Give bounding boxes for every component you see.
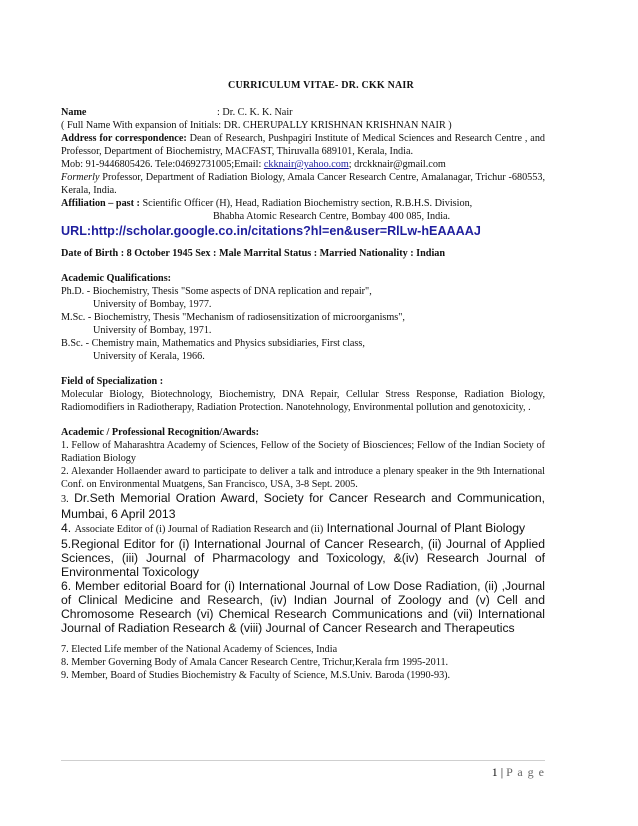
- page-word: P a g e: [506, 765, 545, 779]
- page-number: 1: [491, 765, 498, 779]
- page-footer: [61, 765, 545, 780]
- document-title: CURRICULUM VITAE- DR. CKK NAIR: [228, 80, 414, 91]
- award-number: 4.: [61, 521, 72, 535]
- qualification-university: University of Kerala, 1966.: [93, 351, 205, 362]
- award-item: 2. Alexander Hollaender award to participate to deliver a talk and introduce a plenary speaker in the 9th International Conf. on Environmental Muatgens, San Francisco, USA, 3-8 Sept. 2005.: [61, 466, 545, 490]
- address-block: [61, 132, 545, 158]
- affiliation-block: [61, 197, 545, 223]
- scholar-url-link[interactable]: URL:http://scholar.google.co.in/citations?hl=en&user=RlLw-hEAAAAJ: [61, 224, 481, 238]
- award-item: [61, 521, 545, 537]
- award-text-small: Associate Editor of (i) Journal of Radiation Research and (ii): [74, 524, 324, 535]
- award-item: 1. Fellow of Maharashtra Academy of Sciences, Fellow of the Society of Biosciences; Fellow of the Indian Society of Radiation Biology: [61, 440, 545, 464]
- contact-line: [61, 158, 545, 171]
- footer-divider: [61, 760, 545, 761]
- qualification-line: M.Sc. - Biochemistry, Thesis "Mechanism of radiosensitization of microorganisms",: [61, 312, 405, 323]
- name-value: : Dr. C. K. K. Nair: [217, 107, 293, 118]
- academic-list: [61, 285, 545, 363]
- name-label: Name: [61, 107, 87, 118]
- award-text-large: International Journal of Plant Biology: [326, 521, 526, 535]
- contact-prefix: Mob: 91-9446805426. Tele:04692731005;Email:: [61, 159, 264, 170]
- award-item: 5.Regional Editor for (i) International Journal of Cancer Research, (ii) Journal of Applied Sciences, (iii) Journal of Pharmacology and Toxicology, &(iv) Research Journal of Environmental Toxicology: [61, 537, 545, 579]
- award-item: 7. Elected Life member of the National Academy of Sciences, India: [61, 644, 338, 655]
- cv-content: [61, 79, 545, 682]
- formerly-label: Formerly: [61, 172, 100, 183]
- award-text: Dr.Seth Memorial Oration Award, Society for Cancer Research and Communication, Mumbai, 6 April 2013: [61, 491, 546, 521]
- specialization-text: Molecular Biology, Biotechnology, Biochemistry, DNA Repair, Cellular Stress Response, Radiation Biology, Radiomodifiers in Radiotherapy, Radiation Protection. Nanotehnology, Environmental pollution and genotoxicity, .: [61, 389, 545, 413]
- award-item: 8. Member Governing Body of Amala Cancer Research Centre, Trichur,Kerala frm 1995-2011.: [61, 657, 449, 668]
- affiliation-line1: Scientific Officer (H), Head, Radiation Biochemistry section, R.B.H.S. Division,: [142, 198, 473, 209]
- qualification-line: B.Sc. - Chemistry main, Mathematics and Physics subsidiaries, First class,: [61, 338, 365, 349]
- academic-heading: Academic Qualifications:: [61, 273, 172, 284]
- formerly-text: Professor, Department of Radiation Biology, Amala Cancer Research Centre, Amalanagar, Trichur -680553, Kerala, India.: [61, 172, 546, 196]
- email-link[interactable]: ckknair@yahoo.com: [263, 159, 349, 170]
- award-item: 9. Member, Board of Studies Biochemistry & Faculty of Science, M.S.Univ. Baroda (1990-93).: [61, 670, 451, 681]
- affiliation-label: Affiliation – past :: [61, 198, 140, 209]
- qualification-university: University of Bombay, 1977.: [93, 299, 212, 310]
- specialization-heading: Field of Specialization :: [61, 376, 164, 387]
- award-item: [61, 491, 545, 521]
- full-name: ( Full Name With expansion of Initials: DR. CHERUPALLY KRISHNAN KRISHNAN NAIR ): [61, 120, 452, 131]
- affiliation-line2: Bhabha Atomic Research Centre, Bombay 400 085, India.: [213, 211, 451, 222]
- address-label: Address for correspondence:: [61, 133, 187, 144]
- award-number: 3.: [61, 494, 69, 505]
- contact-suffix: ; drckknair@gmail.com: [348, 159, 446, 170]
- name-row: [61, 106, 545, 119]
- qualification-line: Ph.D. - Biochemistry, Thesis "Some aspects of DNA replication and repair",: [61, 286, 372, 297]
- award-item: 6. Member editorial Board for (i) International Journal of Low Dose Radiation, (ii) ,Journal of Clinical Medicine and Research, (iv) Indian Journal of Zoology and (v) Cell and Chromosome Research (vi) Chemical Research Communications and (vii) International Journal of Radiation Research & (viii) Journal of Cancer Research and Therapeutics: [61, 579, 545, 635]
- address-text: Dean of Research, Pushpagiri Institute of Medical Sciences and Research Centre , and Professor, Department of Biochemistry, MACFAST, Thiruvalla 689101, Kerala, India.: [61, 133, 546, 157]
- formerly-block: [61, 171, 545, 197]
- page-separator: |: [497, 765, 507, 779]
- awards-heading: Academic / Professional Recognition/Awards:: [61, 427, 259, 438]
- personal-details: Date of Birth : 8 October 1945 Sex : Male Marrital Status : Married Nationality : Indian: [61, 248, 446, 259]
- qualification-university: University of Bombay, 1971.: [93, 325, 212, 336]
